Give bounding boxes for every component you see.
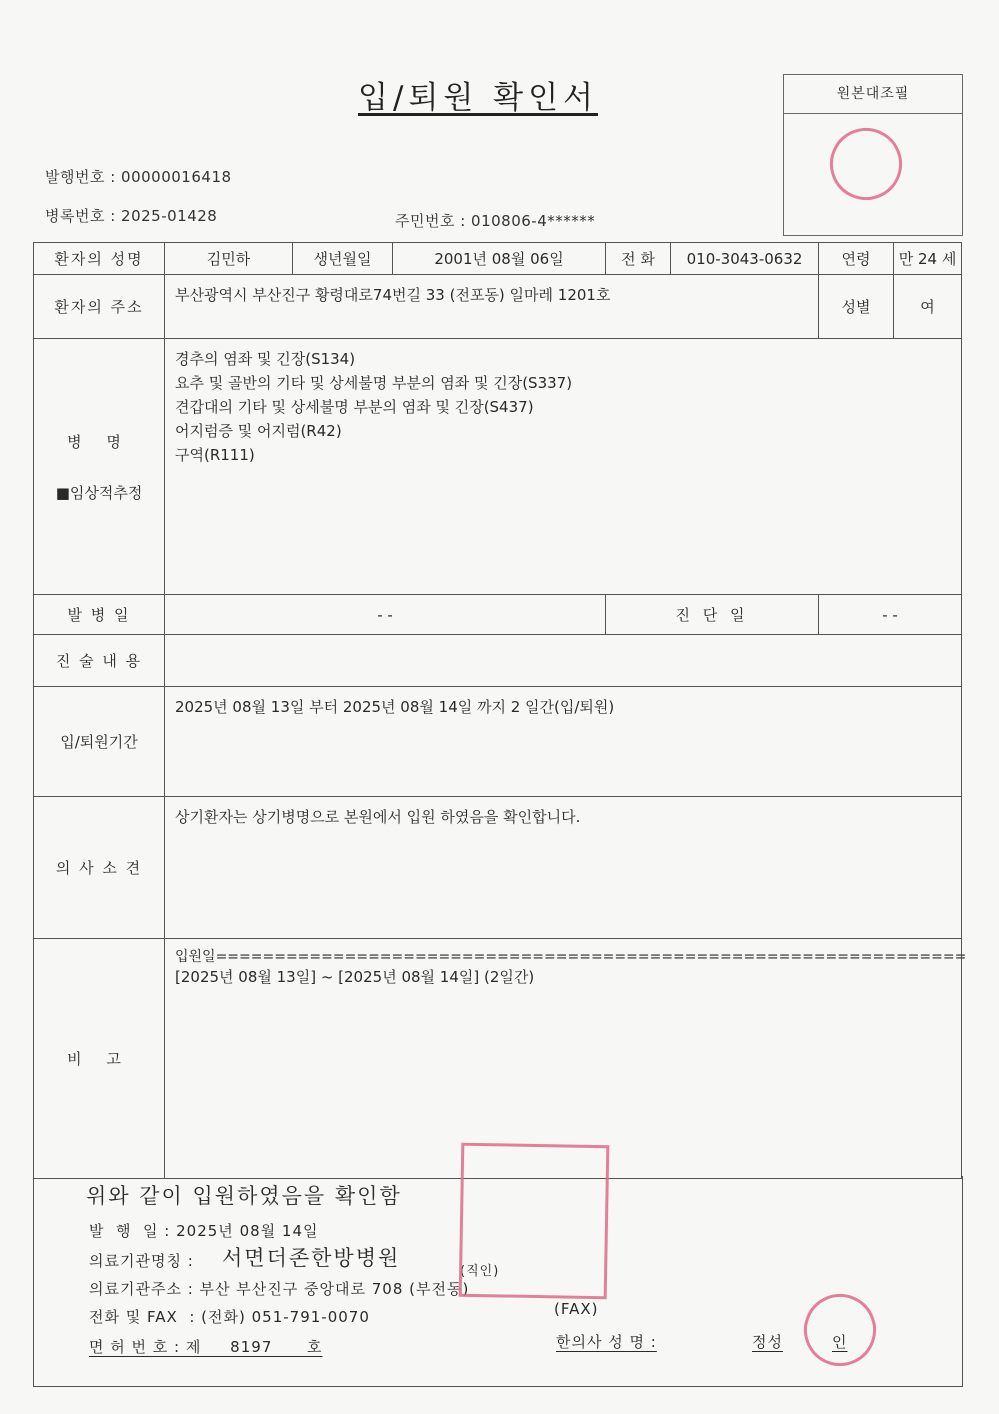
diagnosis-label-cell bbox=[34, 339, 165, 595]
period-row bbox=[34, 687, 962, 797]
dob-value: 2001년 08월 06일 bbox=[393, 243, 606, 275]
phone-fax: 전화 및 FAX : (전화) 051-791-0070 bbox=[89, 1308, 370, 1326]
doctor-seal-icon bbox=[792, 1282, 888, 1378]
opinion-row bbox=[34, 797, 962, 939]
doctor-seal-mark: 인 bbox=[832, 1333, 848, 1351]
statement-value bbox=[165, 635, 962, 687]
institution-name-label: 의료기관명칭 : bbox=[89, 1252, 194, 1270]
document-title: 입/퇴원 확인서 bbox=[358, 80, 598, 116]
age-label: 연령 bbox=[819, 243, 894, 275]
patient-name-label: 환자의 성명 bbox=[34, 243, 165, 275]
statement-label: 진 술 내 용 bbox=[34, 635, 165, 687]
diagnosis-list bbox=[165, 339, 962, 595]
remarks-label: 비 고 bbox=[34, 939, 165, 1179]
remarks-line-1: 입원일================================================================ bbox=[175, 949, 967, 965]
doctor-name-label: 한의사 성 명 : bbox=[556, 1333, 657, 1351]
phone-label: 전 화 bbox=[606, 243, 671, 275]
footer-section bbox=[33, 1176, 963, 1387]
patient-name: 김민하 bbox=[165, 243, 293, 275]
address-label: 환자의 주소 bbox=[34, 275, 165, 339]
diagnosis-label: 병 명 bbox=[67, 432, 131, 451]
address-value: 부산광역시 부산진구 황령대로74번길 33 (전포동) 일마레 1201호 bbox=[165, 275, 819, 339]
chart-number: 병록번호 : 2025-01428 bbox=[45, 207, 218, 225]
phone-value: 010-3043-0632 bbox=[671, 243, 819, 275]
age-value: 만 24 세 bbox=[894, 243, 962, 275]
fax-label: (FAX) bbox=[554, 1300, 599, 1318]
diagnosis-date-label: 진 단 일 bbox=[606, 595, 819, 635]
patient-row-1 bbox=[34, 243, 962, 275]
onset-value: - - bbox=[165, 595, 606, 635]
institution-address: 의료기관주소 : 부산 부산진구 중앙대로 708 (부전동) bbox=[89, 1280, 470, 1298]
diagnosis-item: 구역(R111) bbox=[175, 446, 255, 464]
issue-number: 발행번호 : 00000016418 bbox=[45, 168, 232, 186]
statement-row bbox=[34, 635, 962, 687]
doctor-name: 정성 bbox=[752, 1333, 783, 1351]
official-seal-mark: (직인) bbox=[460, 1264, 500, 1279]
onset-row bbox=[34, 595, 962, 635]
onset-label: 발 병 일 bbox=[34, 595, 165, 635]
institution-name: 서면더존한방병원 bbox=[222, 1246, 401, 1270]
opinion-label: 의 사 소 견 bbox=[34, 797, 165, 939]
patient-row-2 bbox=[34, 275, 962, 339]
diagnosis-date-value: - - bbox=[819, 595, 962, 635]
sex-label: 성별 bbox=[819, 275, 894, 339]
sex-value: 여 bbox=[894, 275, 962, 339]
remarks-value bbox=[165, 939, 967, 1179]
remarks-line-2: [2025년 08월 13일] ~ [2025년 08월 14일] (2일간) bbox=[175, 968, 535, 986]
diagnosis-row bbox=[34, 339, 962, 595]
license-number: 면 허 번 호 : 제 8197 호 bbox=[89, 1338, 323, 1356]
opinion-value: 상기환자는 상기병명으로 본원에서 입원 하였음을 확인합니다. bbox=[165, 797, 962, 939]
clinical-estimate-label: ■임상적추정 bbox=[55, 483, 143, 502]
period-value: 2025년 08월 13일 부터 2025년 08월 14일 까지 2 일간(입/퇴원) bbox=[165, 687, 962, 797]
dob-label: 생년월일 bbox=[293, 243, 393, 275]
diagnosis-item: 어지럼증 및 어지럼(R42) bbox=[175, 422, 342, 440]
period-label: 입/퇴원기간 bbox=[34, 687, 165, 797]
confirmation-statement: 위와 같이 입원하였음을 확인함 bbox=[86, 1184, 402, 1208]
verified-seal-icon bbox=[820, 118, 912, 210]
original-verified-label: 원본대조필 bbox=[784, 75, 962, 114]
diagnosis-item: 견갑대의 기타 및 상세불명 부분의 염좌 및 긴장(S437) bbox=[175, 398, 534, 416]
hospital-seal-icon bbox=[459, 1143, 610, 1300]
admission-form-table bbox=[33, 242, 967, 1179]
resident-number: 주민번호 : 010806-4****** bbox=[395, 212, 596, 230]
original-verified-box bbox=[783, 74, 963, 236]
diagnosis-item: 경추의 염좌 및 긴장(S134) bbox=[175, 350, 356, 368]
diagnosis-item: 요추 및 골반의 기타 및 상세불명 부분의 염좌 및 긴장(S337) bbox=[175, 374, 573, 392]
issue-date: 발 행 일 : 2025년 08월 14일 bbox=[89, 1222, 319, 1240]
